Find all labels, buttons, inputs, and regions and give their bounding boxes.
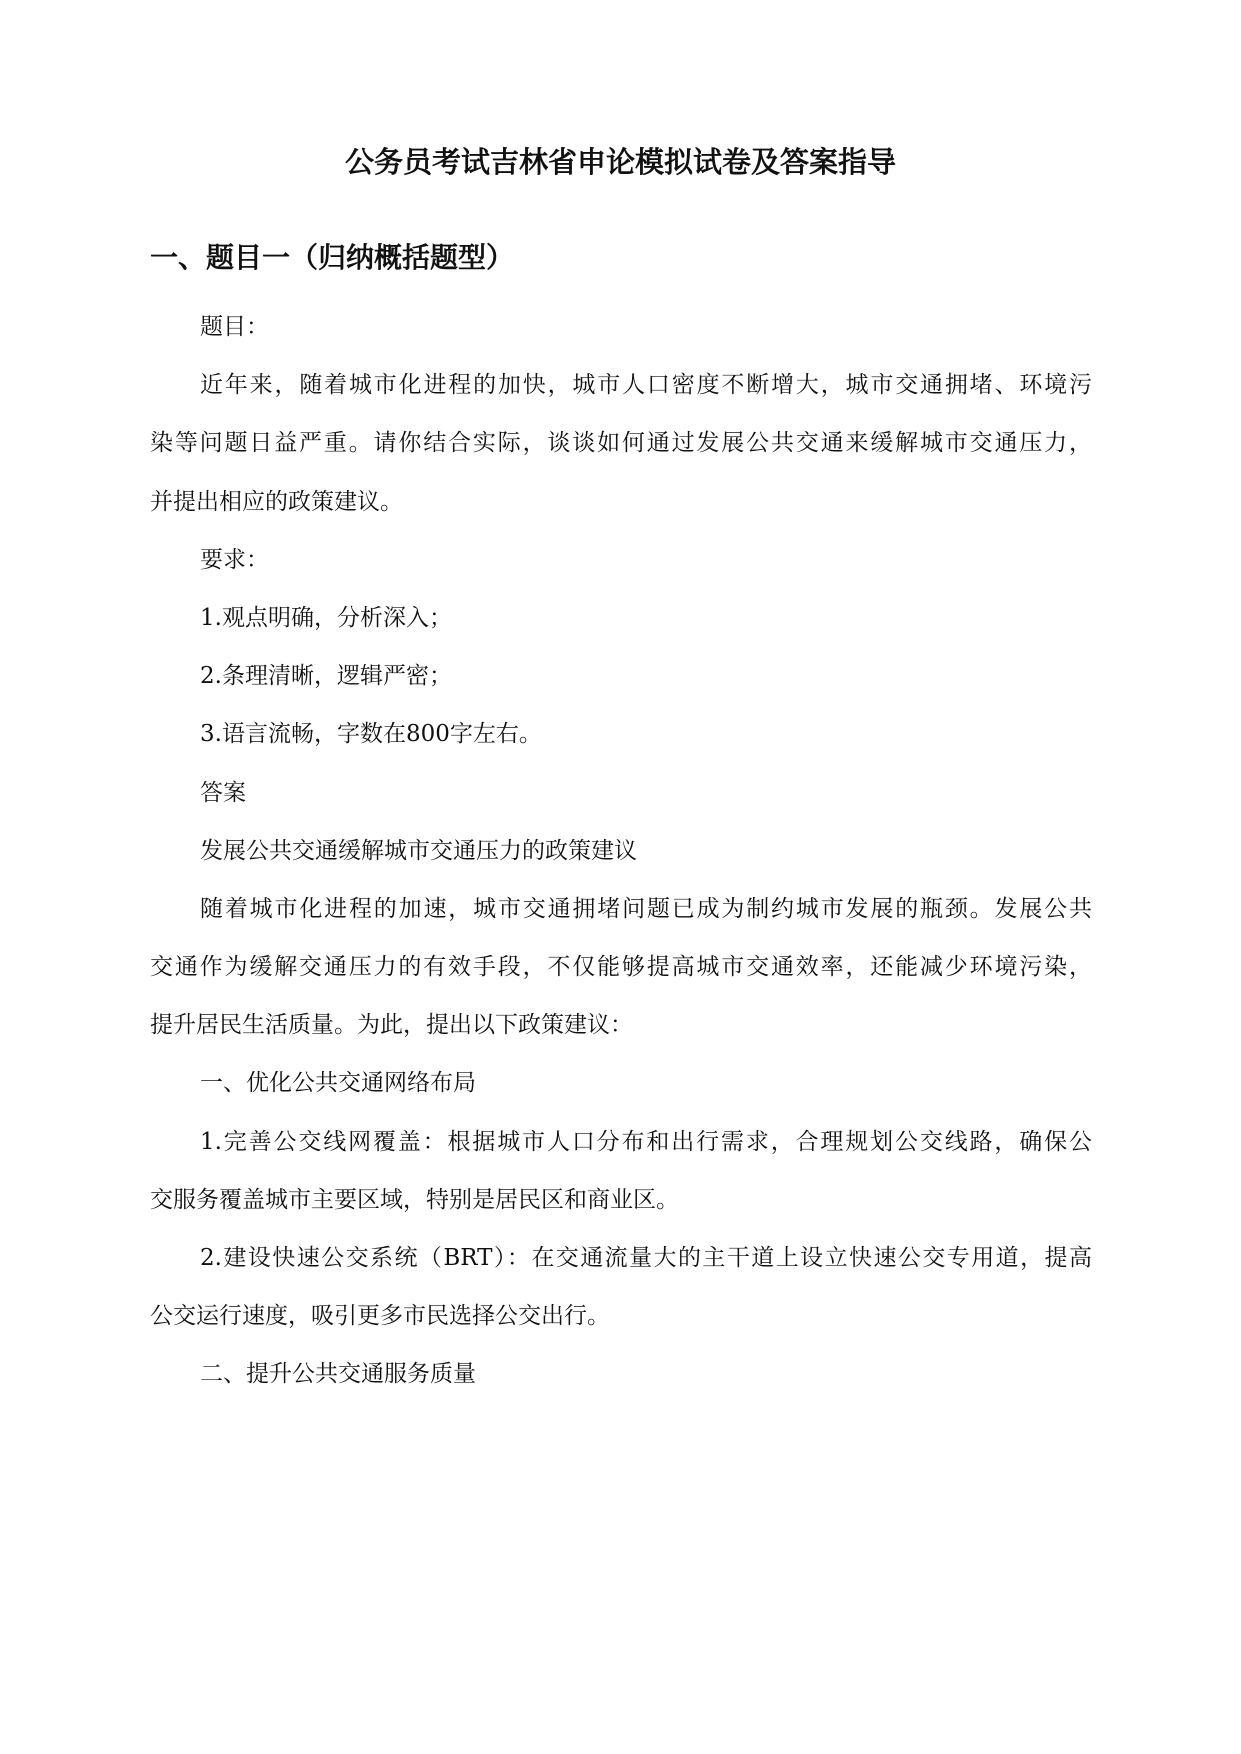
paragraph-line: 染等问题日益严重。请你结合实际，谈谈如何通过发展公共交通来缓解城市交通压力， (150, 430, 1092, 457)
paragraph-line: 交通作为缓解交通压力的有效手段，不仅能够提高城市交通效率，还能减少环境污染， (150, 954, 1092, 981)
paragraph-line: 答案 (200, 779, 246, 806)
paragraph-line: 随着城市化进程的加速，城市交通拥堵问题已成为制约城市发展的瓶颈。发展公共 (200, 895, 1092, 922)
paragraph-line: 一、优化公共交通网络布局 (200, 1070, 476, 1097)
paragraph-line: 提升居民生活质量。为此，提出以下政策建议： (150, 1012, 633, 1039)
paragraph-line: 要求： (200, 546, 269, 573)
paragraph-line: 3.语言流畅，字数在800字左右。 (200, 721, 542, 748)
paragraph-line: 2.条理清晰，逻辑严密； (200, 663, 452, 690)
document-title: 公务员考试吉林省申论模拟试卷及答案指导 (344, 145, 896, 179)
paragraph-line: 2.建设快速公交系统（BRT）：在交通流量大的主干道上设立快速公交专用道，提高 (200, 1245, 1092, 1271)
paragraph-line: 发展公共交通缓解城市交通压力的政策建议 (200, 837, 637, 864)
paragraph-line: 1.完善公交线网覆盖：根据城市人口分布和出行需求，合理规划公交线路，确保公 (200, 1128, 1092, 1155)
paragraph-line: 1.观点明确，分析深入； (200, 604, 452, 631)
paragraph-line: 交服务覆盖城市主要区域，特别是居民区和商业区。 (150, 1186, 679, 1213)
section-heading: 一、题目一（归纳概括题型） (150, 241, 515, 274)
document-body (150, 312, 1092, 1418)
paragraph-line: 并提出相应的政策建议。 (150, 488, 403, 515)
paragraph-line: 近年来，随着城市化进程的加快，城市人口密度不断增大，城市交通拥堵、环境污 (200, 372, 1092, 399)
paragraph-line: 二、提升公共交通服务质量 (200, 1361, 476, 1388)
paragraph-line: 公交运行速度，吸引更多市民选择公交出行。 (150, 1303, 610, 1330)
paragraph-line: 题目： (200, 314, 269, 340)
